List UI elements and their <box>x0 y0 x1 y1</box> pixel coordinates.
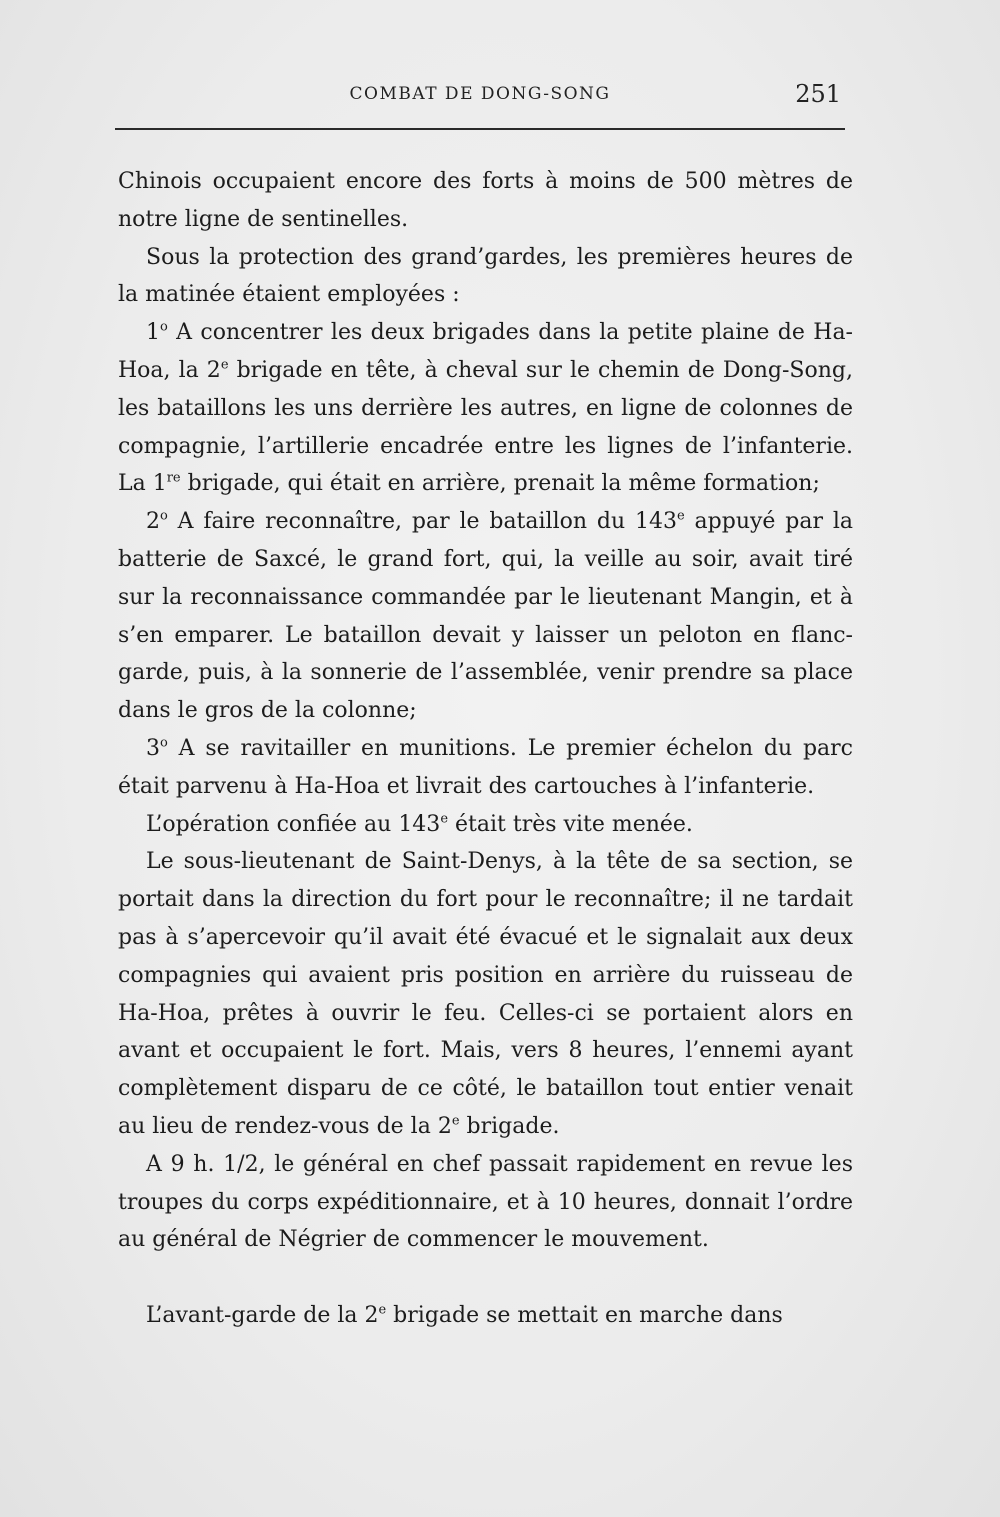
paragraph-5-text-b: A se ravitailler en munitions. Le premier échelon du parc était parvenu à Ha-Hoa et livrait des cartouches à l’infanterie. <box>118 735 853 799</box>
paragraph-2-text: Sous la protection des grand’gardes, les premières heures de la matinée étaient employées : <box>118 244 853 308</box>
paragraph-7-text-b: brigade. <box>459 1113 560 1139</box>
paragraph-7-text-a: Le sous-lieutenant de Saint-Denys, à la tête de sa section, se portait dans la direction du fort pour le reconnaître; il ne tardait pas à s’apercevoir qu’il avait été évacué et le signalait aux deux compagnies qui avaient pris position en arrière du ruisseau de Ha-Hoa, prêtes à ouvrir le feu. Celles-ci se portaient alors en avant et occupaient le fort. Mais, vers 8 heures, l’ennemi ayant complètement disparu de ce côté, le bataillon tout entier venait au lieu de rendez-vous de la 2 <box>118 849 853 1139</box>
paragraph-9 <box>118 1297 853 1335</box>
ordinal-superscript: e <box>676 508 685 524</box>
body-text <box>118 163 853 1335</box>
paragraph-6-text-a: L’opération confiée au 143 <box>146 811 441 837</box>
paragraph-8-text: A 9 h. 1/2, le général en chef passait rapidement en revue les troupes du corps expéditionnaire, et à 10 heures, donnait l’ordre au général de Négrier de commencer le mouvement. <box>118 1151 853 1253</box>
ordinal-superscript: o <box>160 319 168 335</box>
paragraph-5-text-a: 3 <box>146 735 160 761</box>
paragraph-3-text-b: A concentrer les deux brigades dans la petite plaine de Ha-Hoa, la 2 <box>118 320 853 383</box>
ordinal-superscript: o <box>160 508 168 524</box>
paragraph-3-text-c: brigade en tête, à cheval sur le chemin de Dong-Song, les bataillons les uns derrière les autres, en ligne de colonnes de compagnie, l’artillerie encadrée entre les lignes de l’infanterie. La 1 <box>118 357 853 497</box>
running-title: COMBAT DE DONG-SONG <box>349 84 611 104</box>
ordinal-superscript: e <box>378 1302 387 1318</box>
page-number: 251 <box>795 80 841 108</box>
ordinal-superscript: o <box>160 735 168 751</box>
paragraph-4-text-c: appuyé par la batterie de Saxcé, le grand fort, qui, la veille au soir, avait tiré sur la reconnaissance commandée par le lieutenant Mangin, et à s’en emparer. Le bataillon devait y laisser un peloton en flanc-garde, puis, à la sonnerie de l’assemblée, venir prendre sa place dans le gros de la colonne; <box>118 509 853 724</box>
paragraph-3 <box>118 314 853 503</box>
paragraph-9-text-b: brigade se mettait en marche dans <box>386 1303 783 1329</box>
paragraph-4-text-a: 2 <box>146 509 160 535</box>
paragraph-6-text-b: était très vite menée. <box>448 811 693 837</box>
ordinal-superscript: e <box>440 811 449 827</box>
paragraph-1 <box>118 163 853 239</box>
paragraph-4-text-b: A faire reconnaître, par le bataillon du 143 <box>167 509 677 535</box>
paragraph-2 <box>118 239 853 315</box>
ordinal-superscript: e <box>451 1113 460 1129</box>
paragraph-4 <box>118 503 853 730</box>
paragraph-1-text: Chinois occupaient encore des forts à moins de 500 mètres de notre ligne de sentinelles. <box>118 169 853 232</box>
ordinal-superscript: re <box>166 471 181 487</box>
paragraph-9-text-a: L’avant-garde de la 2 <box>146 1303 379 1329</box>
running-head <box>115 80 845 116</box>
paragraph-5 <box>118 730 853 806</box>
paragraph-8 <box>118 1146 853 1259</box>
paragraph-6 <box>118 806 853 844</box>
header-rule <box>115 128 845 130</box>
paragraph-7 <box>118 843 853 1145</box>
ordinal-superscript: e <box>220 357 229 373</box>
paragraph-3-text-a: 1 <box>146 320 160 346</box>
paragraph-3-text-d: brigade, qui était en arrière, prenait la même formation; <box>180 471 820 497</box>
